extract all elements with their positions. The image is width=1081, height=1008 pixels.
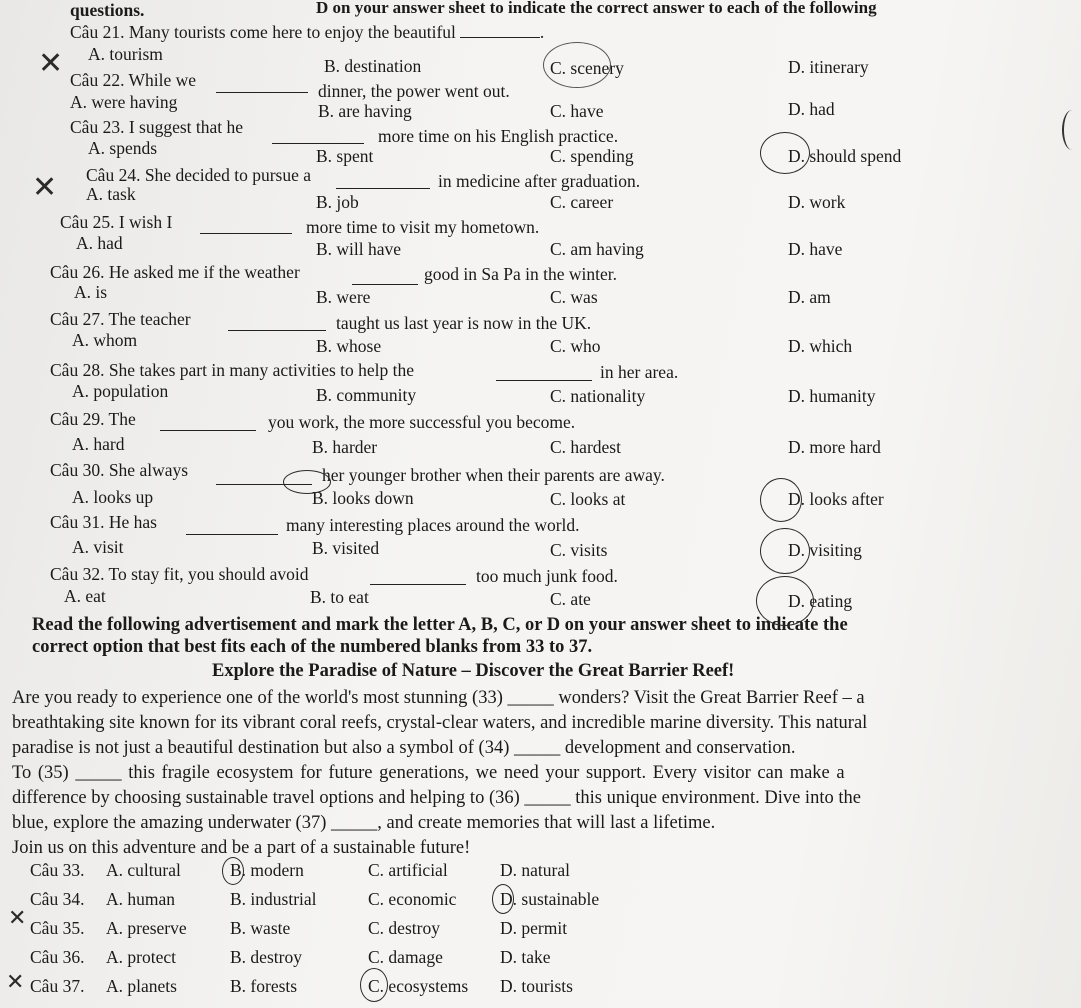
q32-option-b[interactable]: B. to eat (310, 587, 369, 607)
passage-line-3: paradise is not just a beautiful destination but also a symbol of (34) _____ development and conservation. (12, 738, 796, 758)
q21-option-c[interactable]: C. scenery (550, 58, 624, 78)
q25-option-b[interactable]: B. will have (316, 239, 402, 259)
q35-option-c[interactable]: C. destroy (368, 918, 440, 938)
q32-stem-end: too much junk food. (476, 566, 618, 586)
q33-option-a[interactable]: A. cultural (106, 860, 181, 880)
reading-instruction-line-2: correct option that best fits each of the numbered blanks from 33 to 37. (32, 637, 593, 657)
q25-option-d[interactable]: D. have (788, 239, 843, 259)
q30-option-b[interactable]: B. looks down (312, 488, 414, 508)
q28-option-c[interactable]: C. nationality (550, 386, 646, 406)
page-edge-mark (1062, 110, 1081, 150)
q35-option-d[interactable]: D. permit (500, 918, 568, 938)
header-questions: questions. (70, 0, 145, 20)
q32-option-c[interactable]: C. ate (550, 589, 591, 609)
passage-line-6: blue, explore the amazing underwater (37) _____, and create memories that will last a lifetime. (12, 813, 716, 833)
q22-option-a[interactable]: A. were having (70, 92, 178, 112)
q29-option-b[interactable]: B. harder (312, 437, 378, 457)
passage-line-4: To (35) _____ this fragile ecosystem for future generations, we need your support. Every visitor can make a (12, 763, 845, 783)
q30-option-c[interactable]: C. looks at (550, 489, 626, 509)
q34-option-c[interactable]: C. economic (368, 889, 457, 909)
handwritten-answer-circle (760, 528, 810, 574)
q24-blank (336, 174, 430, 189)
q28-stem-end: in her area. (600, 362, 679, 382)
q32-stem-start: Câu 32. To stay fit, you should avoid (50, 564, 309, 584)
handwritten-answer-circle (222, 857, 244, 885)
q35-option-a[interactable]: A. preserve (106, 918, 187, 938)
q30-option-a[interactable]: A. looks up (72, 487, 154, 507)
q36-option-a[interactable]: A. protect (106, 947, 176, 967)
reading-instruction-line-1: Read the following advertisement and mark the letter A, B, C, or D on your answer sheet to indicate the (32, 615, 848, 635)
q31-stem-start: Câu 31. He has (50, 512, 157, 532)
q22-stem-end: dinner, the power went out. (318, 81, 510, 101)
q37-label: Câu 37. (30, 976, 85, 996)
q24-stem-end: in medicine after graduation. (438, 171, 641, 191)
q33-label: Câu 33. (30, 860, 85, 880)
passage-line-7: Join us on this adventure and be a part of a sustainable future! (12, 838, 471, 858)
handwritten-answer-circle (760, 478, 802, 522)
q34-option-a[interactable]: A. human (106, 889, 176, 909)
q31-blank (186, 520, 278, 535)
q36-option-c[interactable]: C. damage (368, 947, 443, 967)
q22-option-c[interactable]: C. have (550, 101, 604, 121)
q32-option-a[interactable]: A. eat (64, 586, 106, 606)
q32-option-d[interactable]: D. eating (788, 591, 853, 611)
handwritten-answer-circle (283, 470, 331, 494)
handwritten-x-mark: ✕ (6, 970, 25, 995)
header-instruction: D on your answer sheet to indicate the correct answer to each of the following (316, 0, 877, 17)
q26-stem-end: good in Sa Pa in the winter. (424, 264, 617, 284)
q31-option-b[interactable]: B. visited (312, 538, 380, 558)
q26-option-c[interactable]: C. was (550, 287, 598, 307)
q27-option-b[interactable]: B. whose (316, 336, 382, 356)
handwritten-answer-circle (756, 576, 814, 626)
handwritten-answer-circle (543, 42, 611, 88)
q24-option-c[interactable]: C. career (550, 192, 614, 212)
q35-label: Câu 35. (30, 918, 85, 938)
q22-blank (216, 78, 308, 93)
q24-stem-start: Câu 24. She decided to pursue a (86, 165, 312, 185)
q29-blank (160, 416, 256, 431)
q27-option-a[interactable]: A. whom (72, 330, 138, 350)
handwritten-answer-circle (360, 968, 388, 1002)
q27-blank (228, 316, 326, 331)
q26-option-b[interactable]: B. were (316, 287, 371, 307)
q33-option-b[interactable]: B. modern (230, 860, 304, 880)
handwritten-answer-circle (760, 132, 810, 174)
q32-blank (370, 570, 466, 585)
handwritten-x-mark: ✕ (8, 906, 27, 931)
q33-option-d[interactable]: D. natural (500, 860, 570, 880)
handwritten-x-mark: ✕ (38, 46, 64, 81)
q23-blank (272, 129, 364, 144)
q27-stem-start: Câu 27. The teacher (50, 309, 191, 329)
q26-blank (352, 270, 418, 285)
q21-option-d[interactable]: D. itinerary (788, 57, 869, 77)
q31-option-c[interactable]: C. visits (550, 540, 608, 560)
q24-option-b[interactable]: B. job (316, 192, 359, 212)
q29-stem-end: you work, the more successful you become. (268, 412, 576, 432)
q37-option-a[interactable]: A. planets (106, 976, 177, 996)
q25-stem-end: more time to visit my hometown. (306, 217, 540, 237)
passage-line-2: breathtaking site known for its vibrant coral reefs, crystal-clear waters, and incredible marine diversity. This natural (12, 713, 868, 733)
q28-option-b[interactable]: B. community (316, 385, 417, 405)
q25-option-c[interactable]: C. am having (550, 239, 644, 259)
q22-stem-start: Câu 22. While we (70, 70, 197, 90)
passage-line-1: Are you ready to experience one of the world's most stunning (33) _____ wonders? Visit the Great Barrier Reef – a (12, 688, 865, 708)
q23-option-c[interactable]: C. spending (550, 146, 634, 166)
q37-option-c[interactable]: C. ecosystems (368, 976, 469, 996)
passage-line-5: difference by choosing sustainable travel options and helping to (36) _____ this unique environment. Dive into the (12, 788, 861, 808)
q23-option-a[interactable]: A. spends (88, 138, 158, 158)
q29-stem-start: Câu 29. The (50, 409, 136, 429)
q25-option-a[interactable]: A. had (76, 233, 123, 253)
q30-option-d[interactable]: D. looks after (788, 489, 884, 509)
q26-stem-start: Câu 26. He asked me if the weather (50, 262, 300, 282)
q23-option-d[interactable]: D. should spend (788, 146, 902, 166)
q34-option-d[interactable]: D. sustainable (500, 889, 600, 909)
q24-option-a[interactable]: A. task (86, 184, 136, 204)
q25-stem-start: Câu 25. I wish I (60, 212, 173, 232)
q25-blank (200, 219, 292, 234)
q28-option-a[interactable]: A. population (72, 381, 169, 401)
q36-option-d[interactable]: D. take (500, 947, 551, 967)
q21-option-a[interactable]: A. tourism (88, 44, 163, 64)
q22-option-d[interactable]: D. had (788, 99, 835, 119)
q35-option-b[interactable]: B. waste (230, 918, 291, 938)
q29-option-a[interactable]: A. hard (72, 434, 125, 454)
q30-stem-end: her younger brother when their parents are away. (322, 465, 665, 485)
q37-option-d[interactable]: D. tourists (500, 976, 573, 996)
q26-option-a[interactable]: A. is (74, 282, 108, 302)
q31-option-a[interactable]: A. visit (72, 537, 124, 557)
q37-option-b[interactable]: B. forests (230, 976, 298, 996)
q21-option-b[interactable]: B. destination (324, 56, 422, 76)
q28-stem-start: Câu 28. She takes part in many activities to help the (50, 360, 415, 380)
q23-option-b[interactable]: B. spent (316, 146, 374, 166)
handwritten-answer-circle (492, 884, 514, 914)
q27-option-c[interactable]: C. who (550, 336, 601, 356)
q29-option-c[interactable]: C. hardest (550, 437, 621, 457)
q28-blank (496, 366, 592, 381)
q33-row (30, 860, 84, 881)
q36-option-b[interactable]: B. destroy (230, 947, 302, 967)
q36-label: Câu 36. (30, 947, 85, 967)
q24-option-d[interactable]: D. work (788, 192, 846, 212)
q30-stem-start: Câu 30. She always (50, 460, 189, 480)
q27-stem-end: taught us last year is now in the UK. (336, 313, 592, 333)
q26-option-d[interactable]: D. am (788, 287, 831, 307)
q34-option-b[interactable]: B. industrial (230, 889, 317, 909)
q27-option-d[interactable]: D. which (788, 336, 853, 356)
q23-stem-start: Câu 23. I suggest that he (70, 117, 244, 137)
q33-option-c[interactable]: C. artificial (368, 860, 448, 880)
advertisement-title: Explore the Paradise of Nature – Discover the Great Barrier Reef! (212, 661, 735, 681)
q29-option-d[interactable]: D. more hard (788, 437, 881, 457)
q23-stem-end: more time on his English practice. (378, 126, 619, 146)
q31-option-d[interactable]: D. visiting (788, 540, 862, 560)
q21-stem: Câu 21. Many tourists come here to enjoy the beautiful . (70, 22, 545, 42)
q31-stem-end: many interesting places around the world. (286, 515, 580, 535)
handwritten-x-mark: ✕ (32, 170, 58, 205)
q22-option-b[interactable]: B. are having (318, 101, 412, 121)
q28-option-d[interactable]: D. humanity (788, 386, 876, 406)
q34-label: Câu 34. (30, 889, 85, 909)
